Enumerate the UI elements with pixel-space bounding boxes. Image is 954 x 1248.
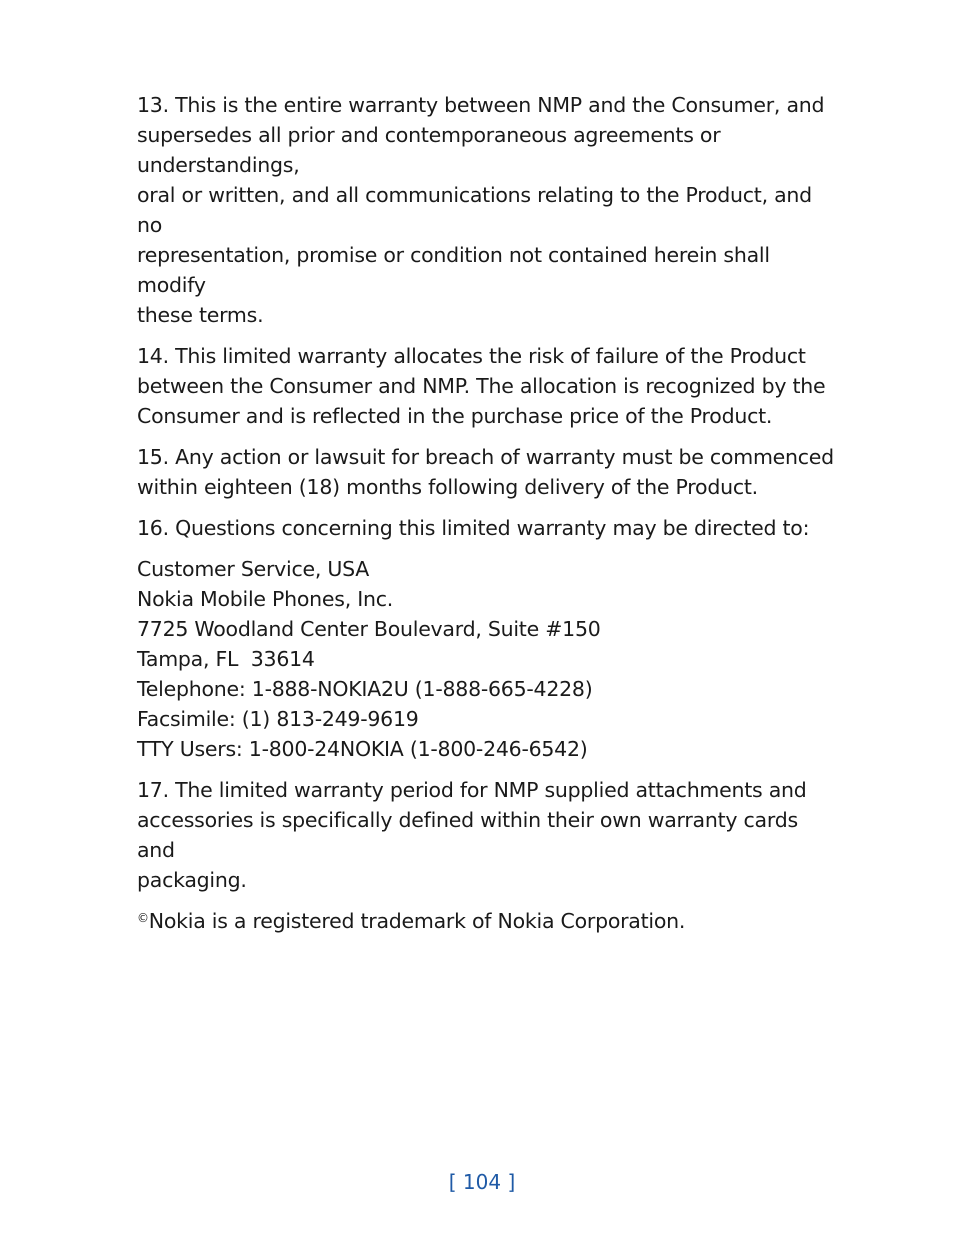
warranty-item-14: 14. This limited warranty allocates the risk of failure of the Product between the Consumer and NMP. The allocation is recognized by the Consumer and is reflected in the purchase price of the Product. <box>137 344 826 428</box>
address-company: Nokia Mobile Phones, Inc. <box>137 587 394 611</box>
address-street: 7725 Woodland Center Boulevard, Suite #150 <box>137 617 601 641</box>
address-city: Tampa, FL 33614 <box>137 647 315 671</box>
warranty-item-15: 15. Any action or lawsuit for breach of warranty must be commenced within eighteen (18) months following delivery of the Product. <box>137 445 834 499</box>
address-department: Customer Service, USA <box>137 557 370 581</box>
warranty-item-13: 13. This is the entire warranty between NMP and the Consumer, and supersedes all prior and contemporaneous agreements or understandings, oral or written, and all communications relating to the Product, and no representation, promise or condition not contained herein shall modify these terms. <box>137 93 825 327</box>
address-facsimile: Facsimile: (1) 813-249-9619 <box>137 707 419 731</box>
address-tty: TTY Users: 1-800-24NOKIA (1-800-246-6542) <box>137 737 588 761</box>
copyright-text: Nokia is a registered trademark of Nokia Corporation. <box>148 909 686 933</box>
customer-service-address <box>137 554 837 764</box>
copyright-symbol: © <box>137 911 149 925</box>
page-number: [ 104 ] <box>448 1170 516 1194</box>
copyright-notice <box>137 906 837 936</box>
warranty-item-16: 16. Questions concerning this limited warranty may be directed to: <box>137 516 810 540</box>
page-content <box>137 90 837 947</box>
address-telephone: Telephone: 1-888-NOKIA2U (1-888-665-4228) <box>137 677 593 701</box>
warranty-item-17: 17. The limited warranty period for NMP supplied attachments and accessories is specifically defined within their own warranty cards and packaging. <box>137 778 807 892</box>
